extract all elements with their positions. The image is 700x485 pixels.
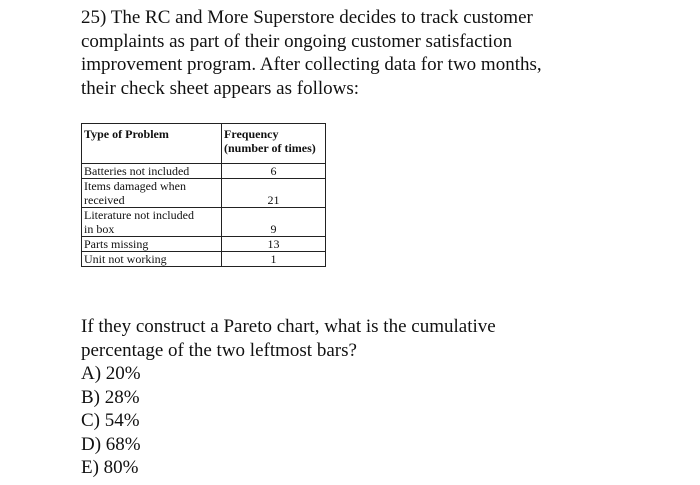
question-line: their check sheet appears as follows: bbox=[81, 77, 360, 99]
answer-option-c: C) 54% bbox=[81, 410, 140, 431]
frequency-cell: 1 bbox=[222, 252, 326, 267]
table-row bbox=[82, 237, 326, 252]
question-line: If they construct a Pareto chart, what is the cumulative bbox=[81, 316, 496, 337]
question-stem bbox=[81, 6, 641, 100]
problem-cell: Items damaged when received bbox=[82, 179, 222, 208]
table-row bbox=[82, 164, 326, 179]
frequency-cell: 6 bbox=[222, 164, 326, 179]
header-type-of-problem: Type of Problem bbox=[82, 124, 222, 164]
frequency-cell: 21 bbox=[222, 179, 326, 208]
question-line: improvement program. After collecting data for two months, bbox=[81, 54, 542, 75]
table-row bbox=[82, 252, 326, 267]
question-line: complaints as part of their ongoing customer satisfaction bbox=[81, 30, 513, 52]
follow-up-question bbox=[81, 315, 641, 480]
answer-option-d: D) 68% bbox=[81, 433, 141, 455]
frequency-cell: 13 bbox=[222, 237, 326, 252]
table-header-row bbox=[82, 124, 326, 164]
question-line: percentage of the two leftmost bars? bbox=[81, 339, 357, 361]
answer-option-b: B) 28% bbox=[81, 386, 140, 408]
table-row bbox=[82, 179, 326, 208]
problem-cell: Batteries not included bbox=[82, 164, 222, 179]
problem-cell: Parts missing bbox=[82, 237, 222, 252]
answer-option-e: E) 80% bbox=[81, 457, 139, 478]
table-row bbox=[82, 208, 326, 237]
answer-option-a: A) 20% bbox=[81, 363, 141, 384]
question-line: 25) The RC and More Superstore decides to track customer bbox=[81, 7, 533, 28]
check-sheet-table bbox=[81, 123, 326, 267]
header-frequency: Frequency (number of times) bbox=[222, 124, 326, 164]
frequency-cell: 9 bbox=[222, 208, 326, 237]
problem-cell: Literature not included in box bbox=[82, 208, 222, 237]
problem-cell: Unit not working bbox=[82, 252, 222, 267]
